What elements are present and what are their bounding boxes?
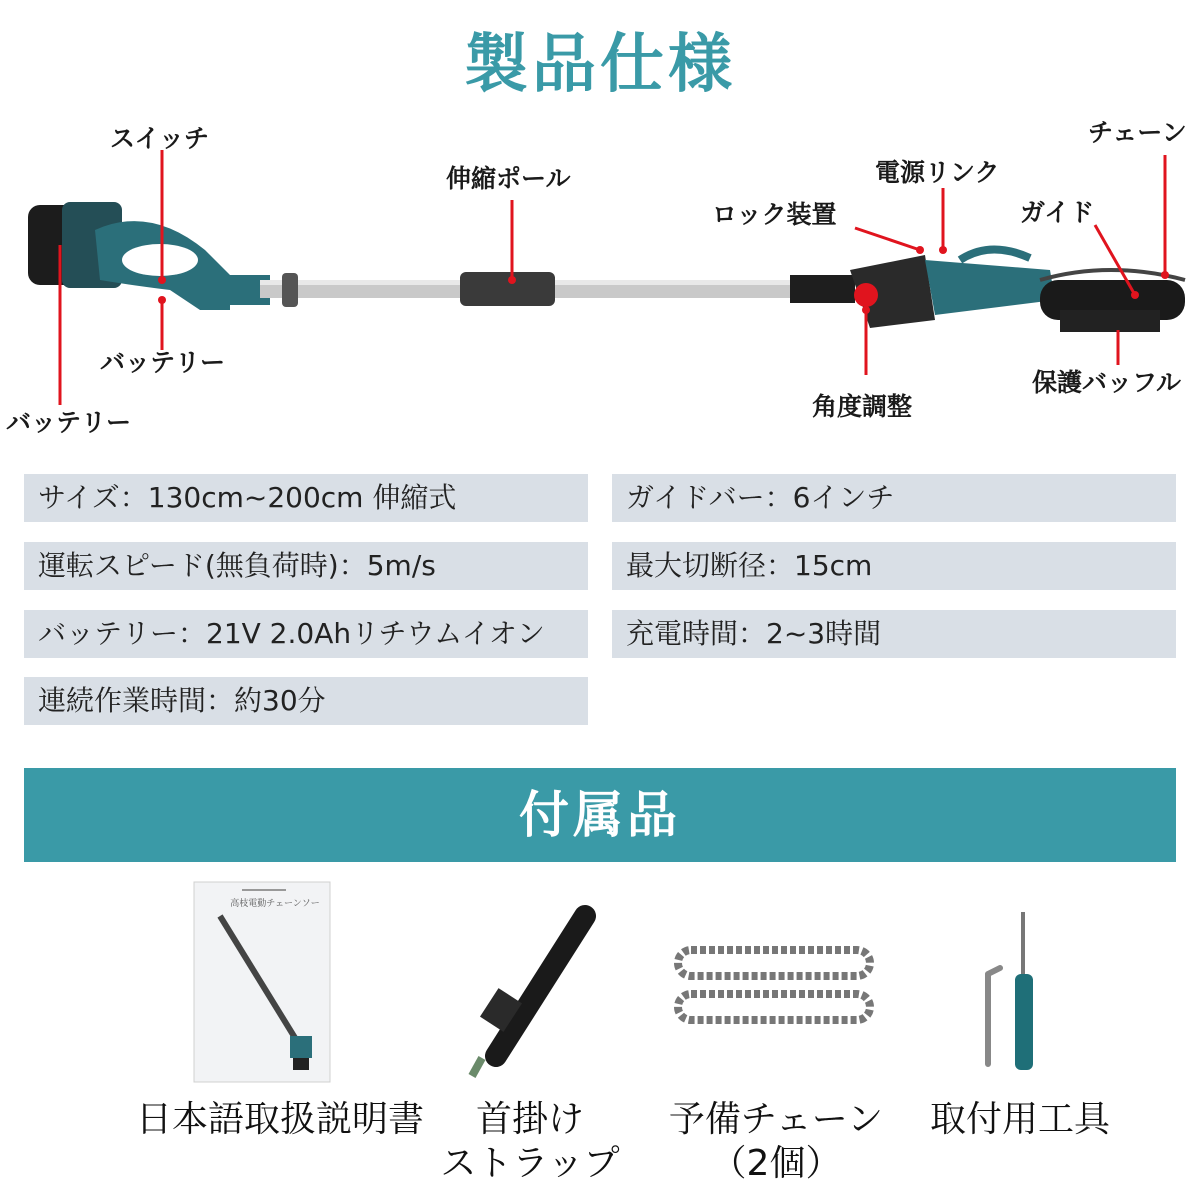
motor-housing (925, 260, 1055, 315)
product-diagram (0, 110, 1200, 450)
callout-battery-upper: バッテリー (100, 348, 226, 377)
accessory-chain (646, 876, 906, 1196)
label-strap-line1: 首掛け (475, 1099, 584, 1140)
page-title: 製品仕様 (464, 28, 736, 102)
label-manual: 日本語取扱説明書 (135, 1099, 424, 1140)
spec-battery: バッテリー：21V 2.0Ahリチウムイオン (24, 610, 588, 658)
spec-size: サイズ：130cm~200cm 伸縮式 (24, 474, 588, 522)
callout-angle: 角度調整 (812, 392, 913, 421)
angle-knob (854, 283, 878, 307)
spec-cut-diameter: 最大切断径：15cm (612, 542, 1176, 590)
callout-battery-lower: バッテリー (6, 408, 132, 437)
callout-pole: 伸縮ポール (446, 164, 571, 193)
pole-saw-illustration (0, 110, 1200, 450)
accessories-banner: 付属品 (24, 768, 1176, 862)
label-strap-line2: ストラップ (440, 1143, 620, 1184)
spec-charge-time: 充電時間：2~3時間 (612, 610, 1176, 658)
callout-lock: ロック装置 (712, 200, 837, 229)
protective-baffle (1060, 310, 1160, 332)
callout-chain: チェーン (1088, 118, 1187, 147)
callout-baffle: 保護バッフル (1032, 368, 1182, 397)
spec-guide-bar: ガイドバー：6インチ (612, 474, 1176, 522)
tool-icon (890, 876, 1150, 1086)
spec-speed: 運転スピード(無負荷時)：5m/s (24, 542, 588, 590)
callout-switch: スイッチ (110, 124, 210, 153)
accessory-tool (890, 876, 1150, 1196)
pole-lock-collar (460, 272, 555, 306)
callout-guide: ガイド (1020, 198, 1095, 227)
spec-runtime: 連続作業時間：約30分 (24, 677, 588, 725)
accessory-manual (135, 876, 424, 1196)
callout-power-link: 電源リンク (875, 158, 1000, 187)
accessory-strap (400, 876, 660, 1196)
label-tool: 取付用工具 (929, 1099, 1110, 1140)
strap-icon (400, 876, 660, 1086)
manual-cover-title: 高枝電動チェーンソー (230, 899, 320, 909)
label-chain-line2: （2個） (710, 1143, 842, 1184)
label-chain-line1: 予備チェーン (668, 1099, 884, 1140)
chain-icon (646, 876, 906, 1086)
